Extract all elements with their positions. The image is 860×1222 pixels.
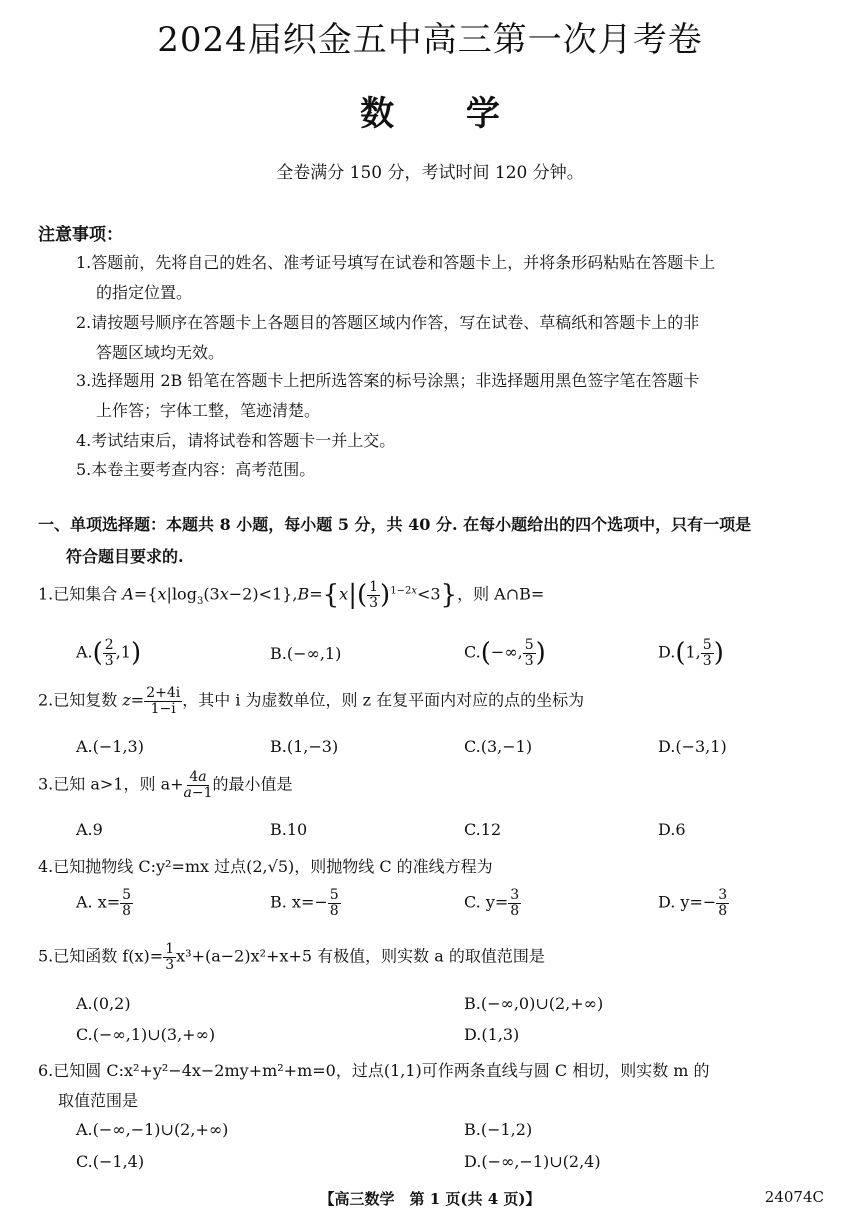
q5-option-c: C.(−∞,1)∪(3,+∞) — [76, 1025, 216, 1044]
notice-line: 的指定位置。 — [96, 283, 193, 302]
notice-heading: 注意事项： — [38, 225, 123, 245]
q3-option-d: D.6 — [658, 820, 686, 839]
q1-option-d: D.(1, $\frac{5}{3}$ ) — [658, 637, 724, 669]
q2-option-a: A.(−1,3) — [76, 737, 144, 756]
q4-option-c: C. y= $\frac{3}{8}$ — [464, 887, 520, 919]
q5-option-a: A.(0,2) — [76, 994, 131, 1013]
q4-option-d: D. y=− $\frac{3}{8}$ — [658, 887, 728, 919]
q6-option-b: B.(−1,2) — [464, 1120, 533, 1139]
q5-option-b: B.(−∞,0)∪(2,+∞) — [464, 994, 604, 1013]
q6-option-a: A.(−∞,−1)∪(2,+∞) — [76, 1120, 229, 1139]
q1-option-b: B.(−∞,1) — [270, 644, 342, 663]
q3-option-b: B.10 — [270, 820, 308, 839]
paper-code: 24074C — [764, 1188, 824, 1206]
section-heading: 一、单项选择题：本题共 8 小题，每小题 5 分，共 40 分. 在每小题给出的四个选项中，只有一项是 — [38, 515, 752, 534]
question-5-stem: 5.已知函数 f(x)= $\frac{1}{3}$ x³+(a−2)x²+x+5 有极值，则实数 a 的取值范围是 — [38, 941, 545, 973]
notice-line: 3.选择题用 2B 铅笔在答题卡上把所选答案的标号涂黑；非选择题用黑色签字笔在答题卡 — [76, 371, 700, 390]
notice-line: 答题区域均无效。 — [96, 343, 225, 362]
question-1-stem: 1.已知集合 $A=\{x|\log_3(3x-2)<1\},B=\{x|$( $\frac{1}{3}$ )$^{1-2x}$<3}，则 A∩B= — [38, 579, 545, 611]
q6-option-d: D.(−∞,−1)∪(2,4) — [464, 1152, 601, 1171]
q5-option-d: D.(1,3) — [464, 1025, 520, 1044]
q6-option-c: C.(−1,4) — [76, 1152, 145, 1171]
q4-option-b: B. x=− $\frac{5}{8}$ — [270, 887, 339, 919]
q3-option-a: A.9 — [76, 820, 103, 839]
q1-option-a: A.( $\frac{2}{3}$ ,1) — [76, 637, 142, 669]
question-2-stem: 2.已知复数 z= $\frac{2+4i}{1-i}$ ，其中 i 为虚数单位，则 z 在复平面内对应的点的坐标为 — [38, 685, 585, 717]
full-marks-line: 全卷满分 150 分，考试时间 120 分钟。 — [276, 163, 584, 183]
q2-option-c: C.(3,−1) — [464, 737, 533, 756]
subject-title: 数 学 — [360, 94, 500, 134]
notice-line: 4.考试结束后，请将试卷和答题卡一并上交。 — [76, 431, 396, 450]
section-heading-cont: 符合题目要求的. — [66, 547, 184, 566]
q2-option-b: B.(1,−3) — [270, 737, 339, 756]
q1-option-c: C.(−∞, $\frac{5}{3}$ ) — [464, 637, 546, 669]
q2-option-d: D.(−3,1) — [658, 737, 727, 756]
question-3-stem: 3.已知 a>1，则 a+ $\frac{4a}{a-1}$ 的最小值是 — [38, 769, 293, 801]
question-4-stem: 4.已知抛物线 C:y²=mx 过点(2,√5)，则抛物线 C 的准线方程为 — [38, 857, 493, 876]
notice-line: 5.本卷主要考查内容：高考范围。 — [76, 460, 316, 479]
q4-option-a: A. x= $\frac{5}{8}$ — [76, 887, 132, 919]
q3-option-c: C.12 — [464, 820, 502, 839]
question-6-stem-cont: 取值范围是 — [58, 1091, 139, 1110]
page-footer: 【高三数学 第 1 页(共 4 页)】 — [319, 1190, 541, 1208]
exam-title: 2024届织金五中高三第一次月考卷 — [157, 20, 703, 60]
notice-line: 2.请按题号顺序在答题卡上各题目的答题区域内作答，写在试卷、草稿纸和答题卡上的非 — [76, 313, 700, 332]
notice-line: 上作答；字体工整，笔迹清楚。 — [96, 401, 321, 420]
notice-line: 1.答题前，先将自己的姓名、准考证号填写在试卷和答题卡上，并将条形码粘贴在答题卡上 — [76, 253, 716, 272]
question-6-stem: 6.已知圆 C:x²+y²−4x−2my+m²+m=0，过点(1,1)可作两条直线与圆 C 相切，则实数 m 的 — [38, 1061, 710, 1080]
